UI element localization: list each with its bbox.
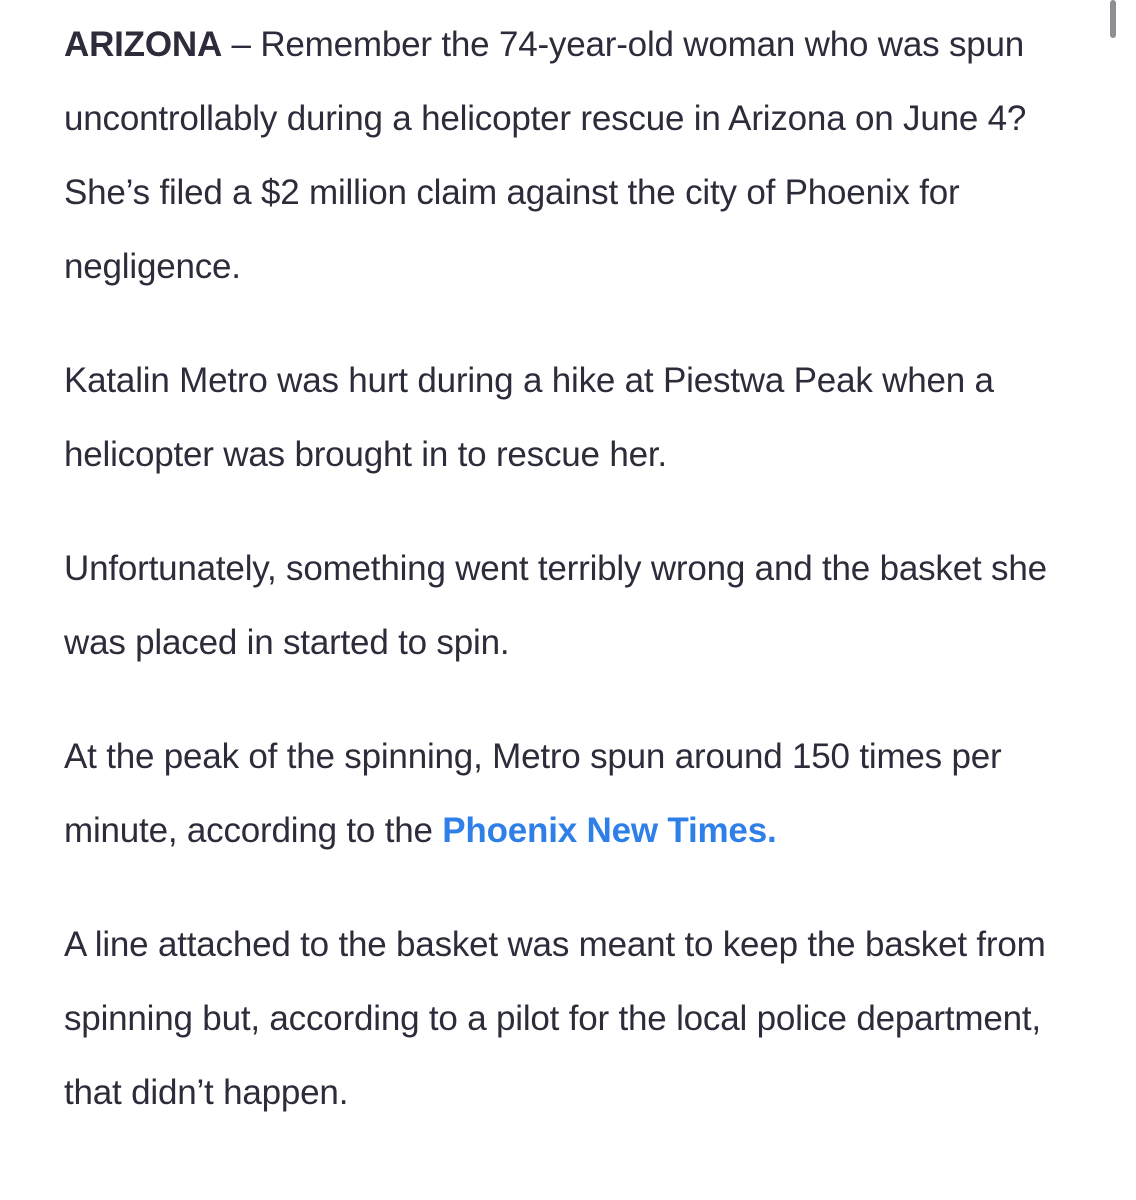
scrollbar-thumb[interactable]: [1110, 0, 1116, 38]
paragraph-2: Katalin Metro was hurt during a hike at Piestwa Peak when a helicopter was brought in to rescue her.: [64, 361, 994, 474]
phoenix-new-times-link[interactable]: Phoenix New Times.: [442, 811, 777, 850]
dateline: ARIZONA: [64, 25, 223, 64]
paragraph-4-text: At the peak of the spinning, Metro spun around 150 times per minute, according to the: [64, 737, 1002, 850]
paragraph-3: Unfortunately, something went terribly wrong and the basket she was placed in started to spin.: [64, 549, 1047, 662]
paragraph-4: [64, 720, 1074, 868]
scrollbar[interactable]: [1106, 0, 1136, 1200]
paragraph-5: A line attached to the basket was meant to keep the basket from spinning but, according to a pilot for the local police department, that didn’t happen.: [64, 925, 1046, 1112]
article-body: [64, 8, 1074, 1170]
paragraph-1: [64, 8, 1074, 304]
paragraph-1-text: – Remember the 74-year-old woman who was spun uncontrollably during a helicopter rescue in Arizona on June 4? She’s filed a $2 million claim against the city of Phoenix for negligence.: [64, 25, 1027, 286]
